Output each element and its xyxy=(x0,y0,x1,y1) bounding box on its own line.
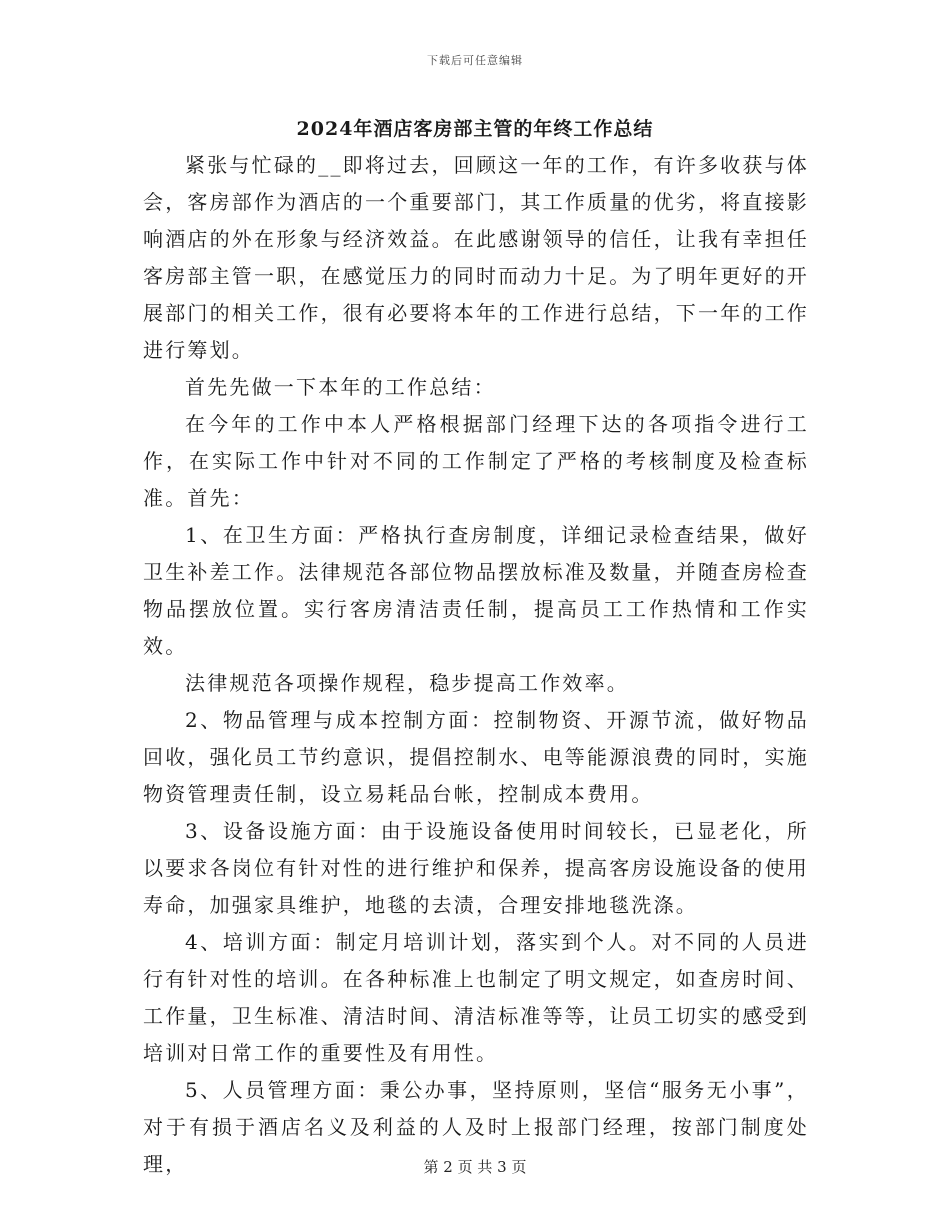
page-number-footer: 第 2 页 共 3 页 xyxy=(423,1158,527,1176)
paragraph-item-hygiene: 1、在卫生方面：严格执行查房制度，详细记录检查结果，做好卫生补差工作。法律规范各部位物品摆放标准及数量，并随查房检查物品摆放位置。实行客房清洁责任制，提高员工工作热情和工作实效。 xyxy=(143,523,809,658)
paragraph-item-equipment: 3、设备设施方面：由于设施设备使用时间较长，已显老化，所以要求各岗位有针对性的进行维护和保养，提高客房设施设备的使用寿命，加强家具维护，地毯的去渍，合理安排地毯洗涤。 xyxy=(143,819,809,917)
paragraph-intro: 紧张与忙碌的__即将过去，回顾这一年的工作，有许多收获与体会，客房部作为酒店的一个重要部门，其工作质量的优劣，将直接影响酒店的外在形象与经济效益。在此感谢领导的信任，让我有幸担任客房部主管一职，在感觉压力的同时而动力十足。为了明年更好的开展部门的相关工作，很有必要将本年的工作进行总结，下一年的工作进行筹划。 xyxy=(143,153,809,362)
paragraph-item-personnel: 5、人员管理方面：秉公办事，坚持原则，坚信“服务无小事”，对于有损于酒店名义及利益的人及时上报部门经理，按部门制度处理， xyxy=(143,1078,809,1176)
document-body xyxy=(143,147,809,1183)
paragraph-item-procedures: 法律规范各项操作规程，稳步提高工作效率。 xyxy=(185,671,629,695)
page-header-note: 下载后可任意编辑 xyxy=(427,54,523,67)
paragraph-summary-lead: 首先先做一下本年的工作总结： xyxy=(185,375,496,399)
paragraph-item-cost-control: 2、物品管理与成本控制方面：控制物资、开源节流，做好物品回收，强化员工节约意识，提倡控制水、电等能源浪费的同时，实施物资管理责任制，设立易耗品台帐，控制成本费用。 xyxy=(143,708,809,806)
document-title: 2024年酒店客房部主管的年终工作总结 xyxy=(296,118,654,140)
paragraph-overview: 在今年的工作中本人严格根据部门经理下达的各项指令进行工作，在实际工作中针对不同的工作制定了严格的考核制度及检查标准。首先： xyxy=(143,412,809,510)
paragraph-item-training: 4、培训方面：制定月培训计划，落实到个人。对不同的人员进行有针对性的培训。在各种标准上也制定了明文规定，如查房时间、工作量，卫生标准、清洁时间、清洁标准等等，让员工切实的感受到培训对日常工作的重要性及有用性。 xyxy=(143,930,809,1065)
